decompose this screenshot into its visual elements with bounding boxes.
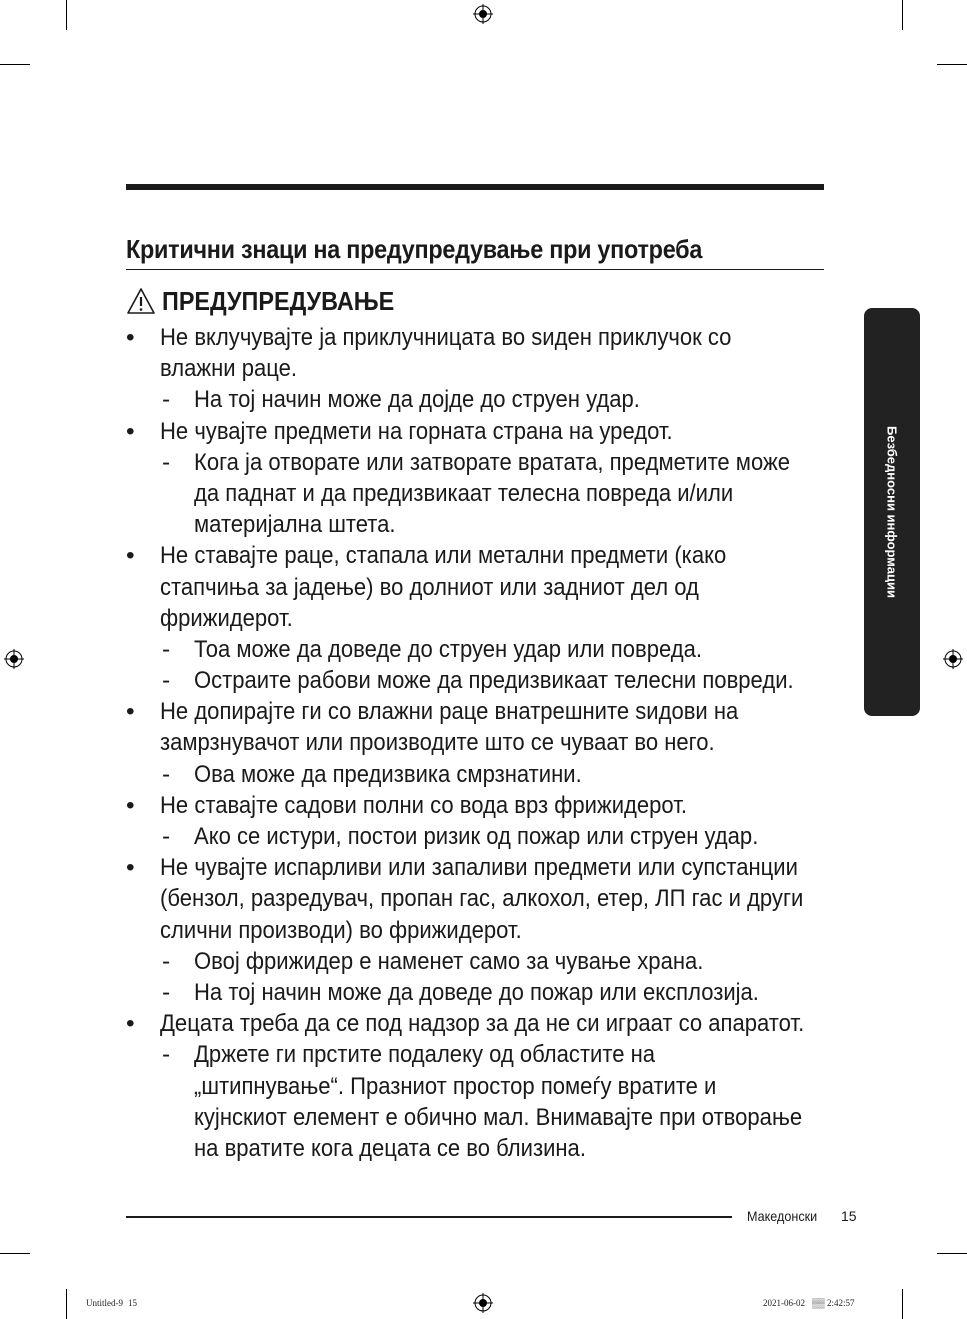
list-text: Не ставајте садови полни со вода врз фрижидерот.	[160, 791, 687, 819]
bullet-marker: •	[126, 1010, 135, 1038]
warning-label: ПРЕДУПРЕДУВАЊЕ	[162, 285, 395, 316]
list-text: слични производи) во фрижидерот.	[160, 916, 522, 944]
footer-language: Македонски	[747, 1208, 818, 1224]
bullet-marker: •	[126, 791, 135, 819]
list-text: На тој начин може да доведе до пожар или експлозија.	[194, 978, 759, 1006]
dash-marker: -	[162, 635, 171, 663]
list-item	[126, 790, 846, 821]
footer-divider	[126, 1216, 732, 1218]
dash-marker: -	[162, 1041, 171, 1069]
list-text: Држете ги прстите подалеку од областите на	[194, 1041, 656, 1069]
bullet-marker: •	[126, 417, 135, 445]
list-item-continuation	[126, 883, 846, 914]
list-text: Остраите рабови може да предизвикаат телесни повреди.	[194, 667, 794, 695]
list-item-continuation	[126, 1071, 846, 1102]
sub-list-item	[126, 665, 846, 696]
dash-marker: -	[162, 667, 171, 695]
list-text: Тоа може да доведе до струен удар или повреда.	[194, 635, 702, 663]
list-text: кујнскиот елемент е обично мал. Внимавајте при отворање	[194, 1103, 803, 1131]
warning-triangle-icon	[126, 287, 156, 315]
sub-list-item	[126, 946, 846, 977]
list-text: фрижидерот.	[160, 604, 293, 632]
list-item	[126, 852, 846, 883]
dash-marker: -	[162, 760, 171, 788]
dash-marker: -	[162, 448, 171, 476]
list-text: Децата треба да се под надзор за да не си играат со апаратот.	[160, 1010, 805, 1038]
list-text: „штипнување“. Празниот простор помеѓу вратите и	[194, 1072, 717, 1100]
list-text: Ако се истури, постои ризик од пожар или струен удар.	[194, 823, 759, 850]
dash-marker: -	[162, 978, 171, 1006]
list-text: На тој начин може да дојде до струен удар.	[194, 386, 640, 414]
list-item-continuation	[126, 915, 846, 946]
print-time: ▒▒ 2:42:57	[812, 1298, 855, 1308]
dash-marker: -	[162, 823, 171, 850]
list-text: (бензол, разредувач, пропан гас, алкохол, етер, ЛП гас и други	[160, 885, 804, 913]
crop-mark	[902, 0, 903, 30]
section-title: Критични знаци на предупредување при употреба	[126, 234, 703, 264]
registration-mark-icon	[473, 1293, 493, 1313]
title-divider	[126, 269, 824, 270]
crop-mark	[0, 64, 30, 65]
list-item-continuation	[126, 1102, 846, 1133]
list-item-continuation	[126, 478, 846, 509]
warning-list	[126, 322, 846, 1164]
list-text: влажни раце.	[160, 355, 298, 383]
crop-mark	[937, 1253, 967, 1254]
list-item-continuation	[126, 353, 846, 384]
registration-mark-icon	[943, 649, 963, 669]
list-text: стапчиња за јадење) во долниот или задниот дел од	[160, 573, 699, 601]
warning-heading	[126, 284, 420, 318]
list-text: на вратите кога децата се во близина.	[194, 1134, 586, 1162]
crop-mark	[66, 1289, 67, 1319]
registration-mark-icon	[4, 649, 24, 669]
print-sheet-number: 15	[128, 1298, 137, 1308]
list-text: Ова може да предизвика смрзнатини.	[194, 760, 582, 788]
list-item-continuation	[126, 1133, 846, 1164]
bullet-marker: •	[126, 542, 135, 570]
list-item-continuation	[126, 509, 846, 540]
list-item	[126, 696, 846, 727]
sub-list-item	[126, 447, 846, 478]
sub-list-item	[126, 821, 846, 852]
bullet-marker: •	[126, 854, 135, 882]
sub-list-item	[126, 634, 846, 665]
list-item	[126, 322, 846, 353]
list-text: Не допирајте ги со влажни раце внатрешните ѕидови на	[160, 698, 739, 726]
crop-mark	[902, 1289, 903, 1319]
list-item-continuation	[126, 572, 846, 603]
bullet-marker: •	[126, 324, 135, 351]
list-text: замрзнувачот или производите што се чуваат во него.	[160, 729, 715, 757]
list-item-continuation	[126, 603, 846, 634]
crop-mark	[937, 64, 967, 65]
page-number: 15	[841, 1208, 857, 1224]
sub-list-item	[126, 384, 846, 415]
crop-mark	[0, 1253, 30, 1254]
list-item	[126, 416, 846, 447]
dash-marker: -	[162, 386, 171, 414]
crop-mark	[66, 0, 67, 30]
list-text: Кога ја отворате или затворате вратата, предметите може	[194, 448, 790, 476]
print-date: 2021-06-02	[763, 1298, 805, 1308]
sub-list-item	[126, 977, 846, 1008]
sub-list-item	[126, 1039, 846, 1070]
list-text: Овој фрижидер е наменет само за чување храна.	[194, 947, 704, 975]
list-item	[126, 540, 846, 571]
list-text: Не чувајте предмети на горната страна на уредот.	[160, 417, 673, 445]
list-text: да паднат и да предизвикаат телесна повреда и/или	[194, 479, 734, 507]
chapter-side-tab-label: Безбедносни информации	[884, 426, 900, 598]
list-text: Не чувајте испарливи или запаливи предмети или супстанции	[160, 854, 798, 882]
bullet-marker: •	[126, 698, 135, 726]
list-item	[126, 1008, 846, 1039]
registration-mark-icon	[473, 4, 493, 24]
dash-marker: -	[162, 947, 171, 975]
list-text: материјална штета.	[194, 511, 396, 539]
list-text: Не ставајте раце, стапала или метални предмети (како	[160, 542, 727, 570]
list-item-continuation	[126, 727, 846, 758]
section-top-bar	[126, 184, 824, 190]
print-file-name: Untitled-9	[86, 1298, 123, 1308]
list-text: Не вклучувајте ја приклучницата во ѕиден приклучок со	[160, 324, 732, 351]
sub-list-item	[126, 759, 846, 790]
